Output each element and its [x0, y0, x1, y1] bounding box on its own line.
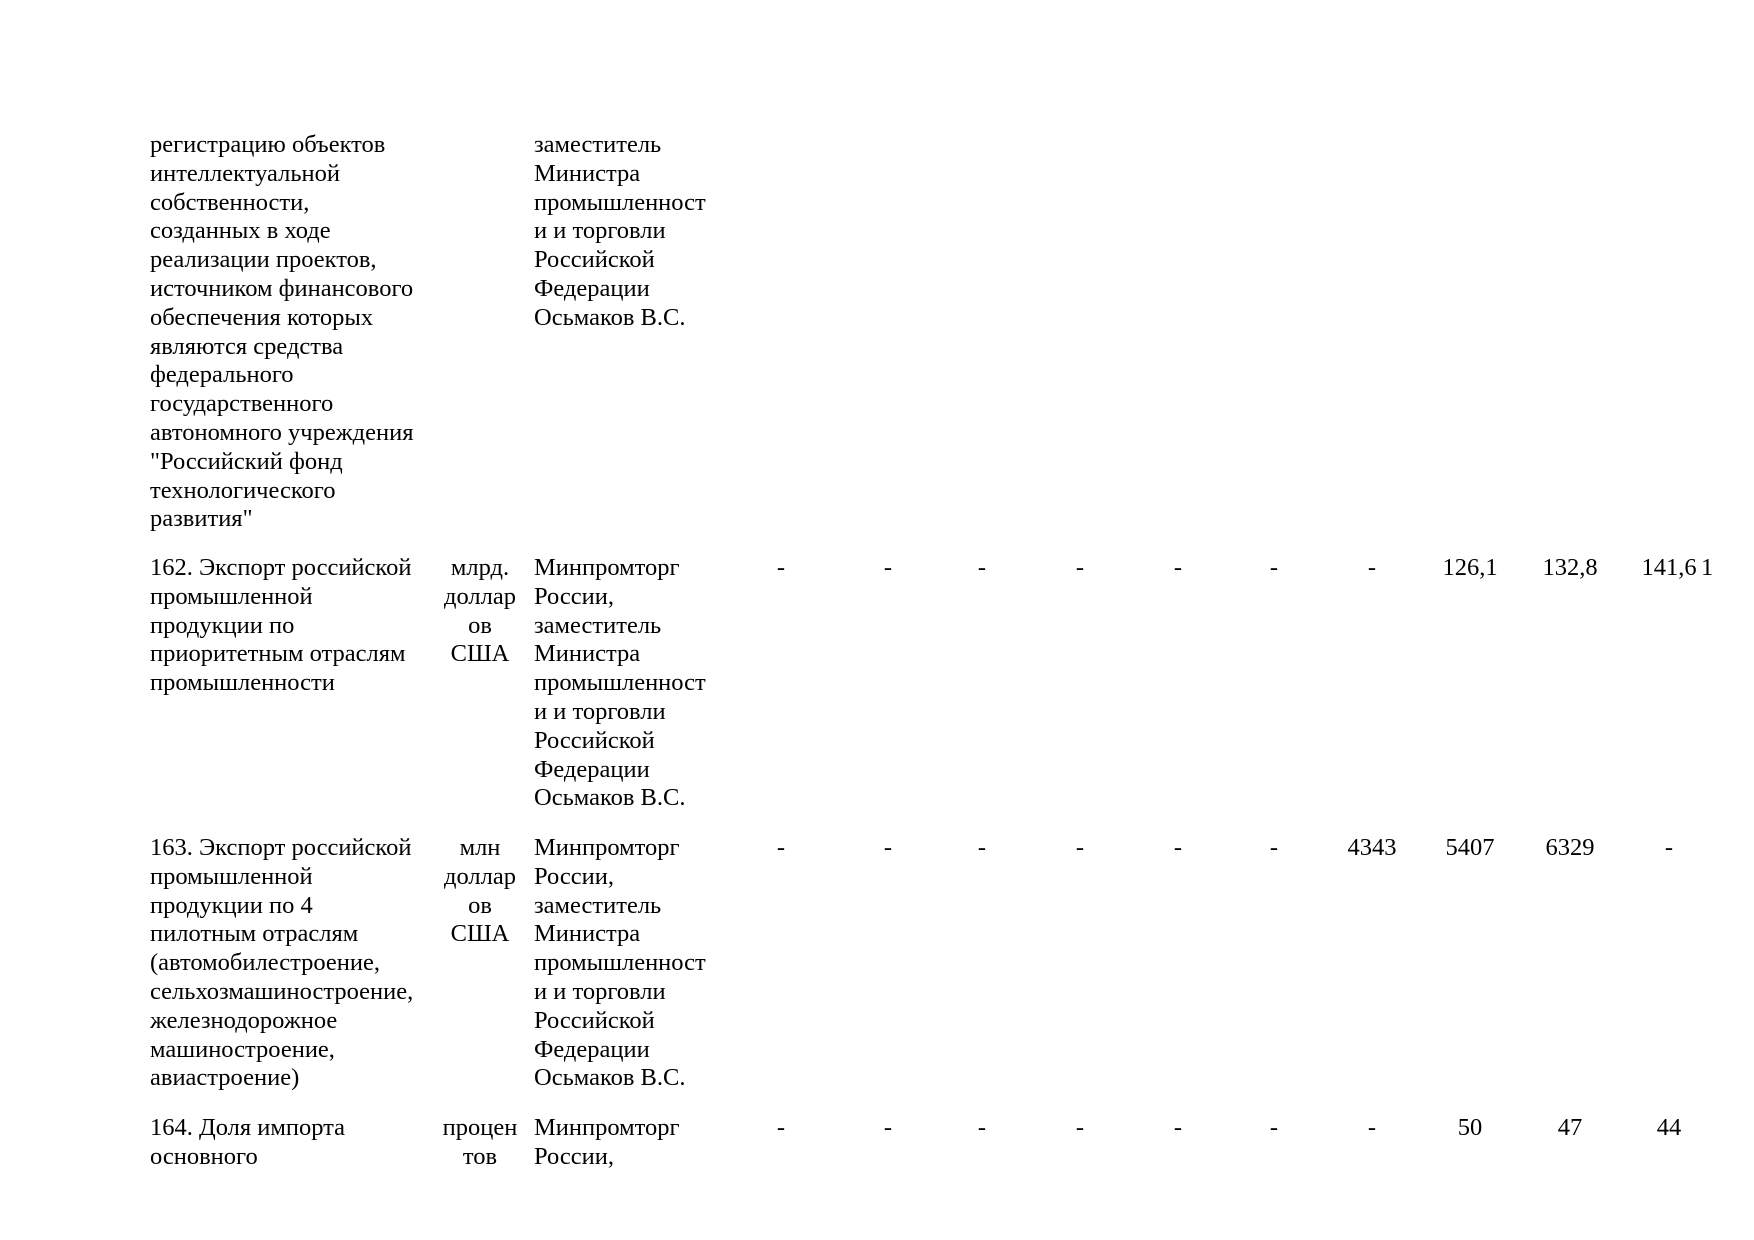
year-value: 126,1 — [1442, 554, 1498, 581]
year-value: - — [1269, 554, 1279, 581]
year-value: - — [883, 834, 893, 861]
responsible-executor: Минпромторг России, заместитель Министра промышленност и и торговли Российской Федерации Осьмаков В.С. — [534, 834, 706, 1092]
indicator-name: 163. Экспорт российской промышленной продукции по 4 пилотным отраслям (автомобилестроение, сельхозмашиностроение, железнодорожное машиностроение, авиастроение) — [150, 834, 414, 1092]
responsible-executor: Минпромторг России, заместитель Министра промышленност и и торговли Российской Федерации Осьмаков В.С. — [534, 554, 706, 812]
year-value: - — [1269, 1114, 1279, 1141]
unit-of-measure: млн доллар ов США — [444, 834, 516, 948]
year-value: 47 — [1557, 1114, 1583, 1141]
indicator-name: 164. Доля импорта основного — [150, 1114, 346, 1170]
year-value: - — [776, 554, 786, 581]
year-value: - — [776, 834, 786, 861]
year-value: 50 — [1457, 1114, 1483, 1141]
year-value: - — [977, 554, 987, 581]
year-value: - — [977, 1114, 987, 1141]
year-value: - — [1173, 1114, 1183, 1141]
year-value: - — [1075, 554, 1085, 581]
year-value: - — [1664, 834, 1674, 861]
year-value: 6329 — [1545, 834, 1595, 861]
year-value: 4343 — [1347, 834, 1397, 861]
year-value: - — [1075, 1114, 1085, 1141]
year-value: - — [1173, 834, 1183, 861]
indicator-name: 162. Экспорт российской промышленной продукции по приоритетным отраслям промышленности — [150, 554, 412, 697]
year-value: 132,8 — [1542, 554, 1598, 581]
responsible-executor: заместитель Министра промышленност и и торговли Российской Федерации Осьмаков В.С. — [534, 131, 706, 331]
responsible-executor: Минпромторг России, — [534, 1114, 680, 1170]
year-value: 1 — [1701, 554, 1714, 581]
year-value: - — [1367, 554, 1377, 581]
year-value: - — [1173, 554, 1183, 581]
year-value: - — [776, 1114, 786, 1141]
unit-of-measure: млрд. доллар ов США — [444, 554, 516, 668]
year-value: 44 — [1656, 1114, 1682, 1141]
year-value: - — [883, 1114, 893, 1141]
year-value: - — [1269, 834, 1279, 861]
unit-of-measure: процен тов — [442, 1114, 518, 1170]
year-value: - — [977, 834, 987, 861]
year-value: 5407 — [1445, 834, 1495, 861]
year-value: - — [883, 554, 893, 581]
year-value: - — [1367, 1114, 1377, 1141]
year-value: 141,6 — [1641, 554, 1697, 581]
indicator-name: регистрацию объектов интеллектуальной собственности, созданных в ходе реализации проектов, источником финансового обеспечения которых являются средства федерального государственного автономного учреждения "Российский фонд технологического развития" — [150, 131, 414, 533]
year-value: - — [1075, 834, 1085, 861]
